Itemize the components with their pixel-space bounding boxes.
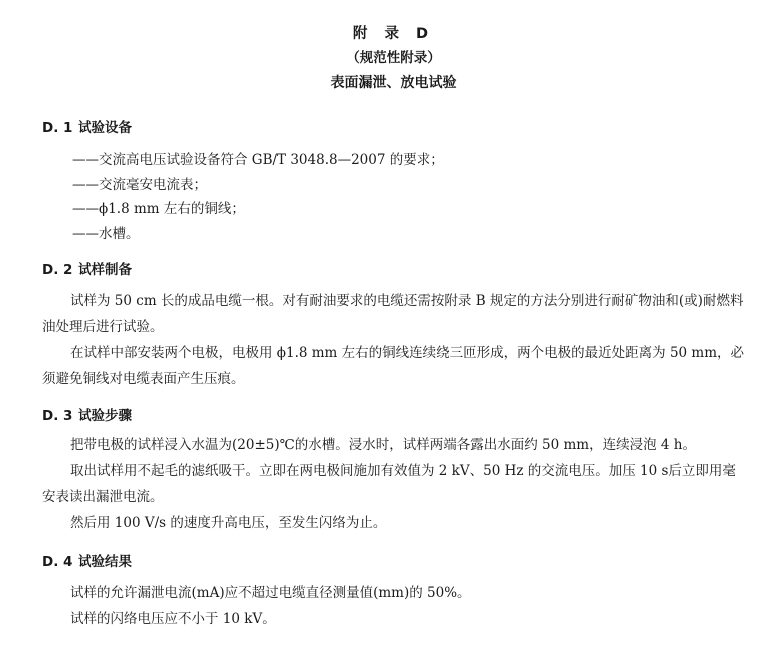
section-heading-d2 xyxy=(42,260,745,280)
section-number: D. 3 xyxy=(42,408,73,424)
section-number: D. 1 xyxy=(42,120,73,136)
list-item: ——交流毫安电流表； xyxy=(72,176,207,193)
paragraph: 把带电极的试样浸入水温为(20±5)℃的水槽。浸水时，试样两端各露出水面约 50 mm，连续浸泡 4 h。 xyxy=(70,437,696,453)
paragraph: 试样为 50 cm 长的成品电缆一根。对有耐油要求的电缆还需按附录 B 规定的方法分别进行耐矿物油和(或)耐燃料油处理后进行试验。 xyxy=(42,293,744,335)
appendix-type: （规范性附录） xyxy=(346,50,441,66)
paragraph: 然后用 100 V/s 的速度升高电压，至发生闪络为止。 xyxy=(70,515,387,531)
list-item: ——水槽。 xyxy=(72,225,140,242)
section-number: D. 2 xyxy=(42,262,73,278)
paragraph: 试样的允许漏泄电流(mA)应不超过电缆直径测量值(mm)的 50%。 xyxy=(70,585,471,601)
section-title: 试验结果 xyxy=(78,554,132,570)
paragraph: 取出试样用不起毛的滤纸吸干。立即在两电极间施加有效值为 2 kV、50 Hz 的交流电压。加压 10 s后立即用毫安表读出漏泄电流。 xyxy=(42,463,736,505)
section-number: D. 4 xyxy=(42,554,73,570)
appendix-title: 表面漏泄、放电试验 xyxy=(330,75,457,91)
paragraph: 试样的闪络电压应不小于 10 kV。 xyxy=(70,611,276,627)
appendix-label: 附 录 D xyxy=(352,26,435,42)
list-item: ——交流高电压试验设备符合 GB/T 3048.8—2007 的要求； xyxy=(72,152,444,168)
list-item: ——ϕ1.8 mm 左右的铜线； xyxy=(72,201,245,217)
section-title: 试验设备 xyxy=(78,120,132,136)
section-heading-d3 xyxy=(42,406,745,426)
paragraph: 在试样中部安装两个电极，电极用 ϕ1.8 mm 左右的铜线连续绕三匝形成，两个电极的最近处距离为 50 mm，必须避免铜线对电缆表面产生压痕。 xyxy=(42,345,745,387)
section-heading-d4 xyxy=(42,552,745,572)
section-title: 试验步骤 xyxy=(78,408,132,424)
section-title: 试样制备 xyxy=(78,262,132,278)
section-heading-d1 xyxy=(42,118,745,138)
